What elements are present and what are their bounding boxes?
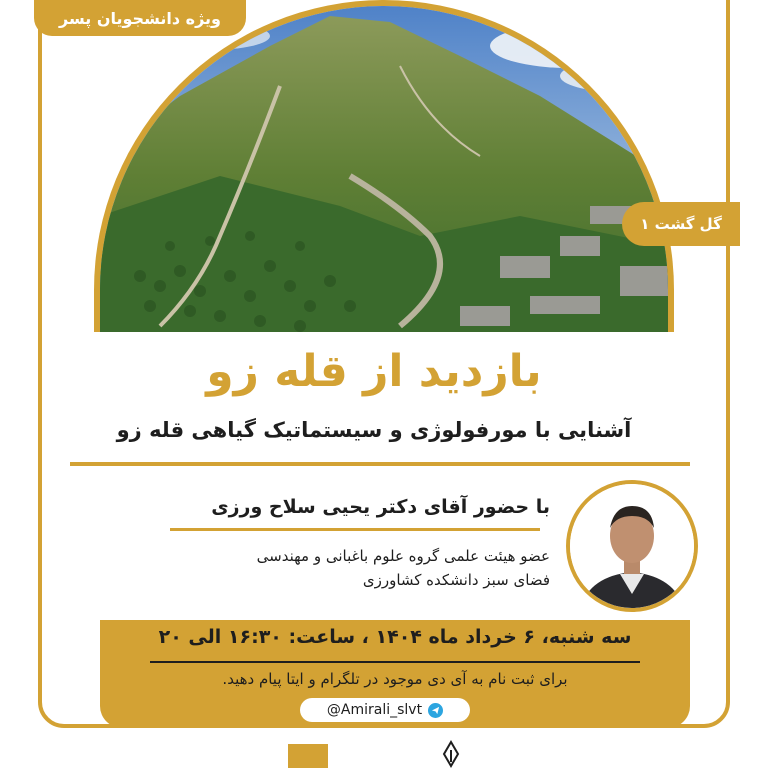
divider [70, 462, 690, 466]
bio-line: عضو هیئت علمی گروه علوم باغبانی و مهندسی [256, 547, 550, 565]
contact-handle[interactable] [300, 698, 470, 722]
bio-line: فضای سبز دانشکده کشاورزی [362, 571, 550, 589]
speaker-bio [70, 544, 550, 592]
speaker-photo [566, 480, 698, 612]
telegram-icon [428, 703, 443, 718]
divider [170, 528, 540, 531]
poster-title: بازدید از قله زو [206, 346, 542, 397]
speaker-name: با حضور آقای دکتر یحیی سلاح ورزی [211, 496, 550, 518]
pen-logo-icon [436, 740, 466, 768]
poster-subtitle: آشنایی با مورفولوژی و سیستماتیک گیاهی قله زو [116, 418, 632, 442]
event-number-tag: گل گشت ۱ [622, 202, 740, 246]
audience-tag: ویژه دانشجویان پسر [34, 0, 246, 36]
divider [150, 661, 640, 663]
organizer-logo-icon [288, 744, 328, 768]
handle-text: @Amirali_slvt [326, 702, 423, 718]
registration-note: برای ثبت نام به آی دی موجود در تلگرام و ایتا پیام دهید. [222, 670, 568, 688]
event-datetime: سه شنبه، ۶ خرداد ماه ۱۴۰۴ ، ساعت: ۱۶:۳۰ الی ۲۰ [158, 626, 632, 648]
